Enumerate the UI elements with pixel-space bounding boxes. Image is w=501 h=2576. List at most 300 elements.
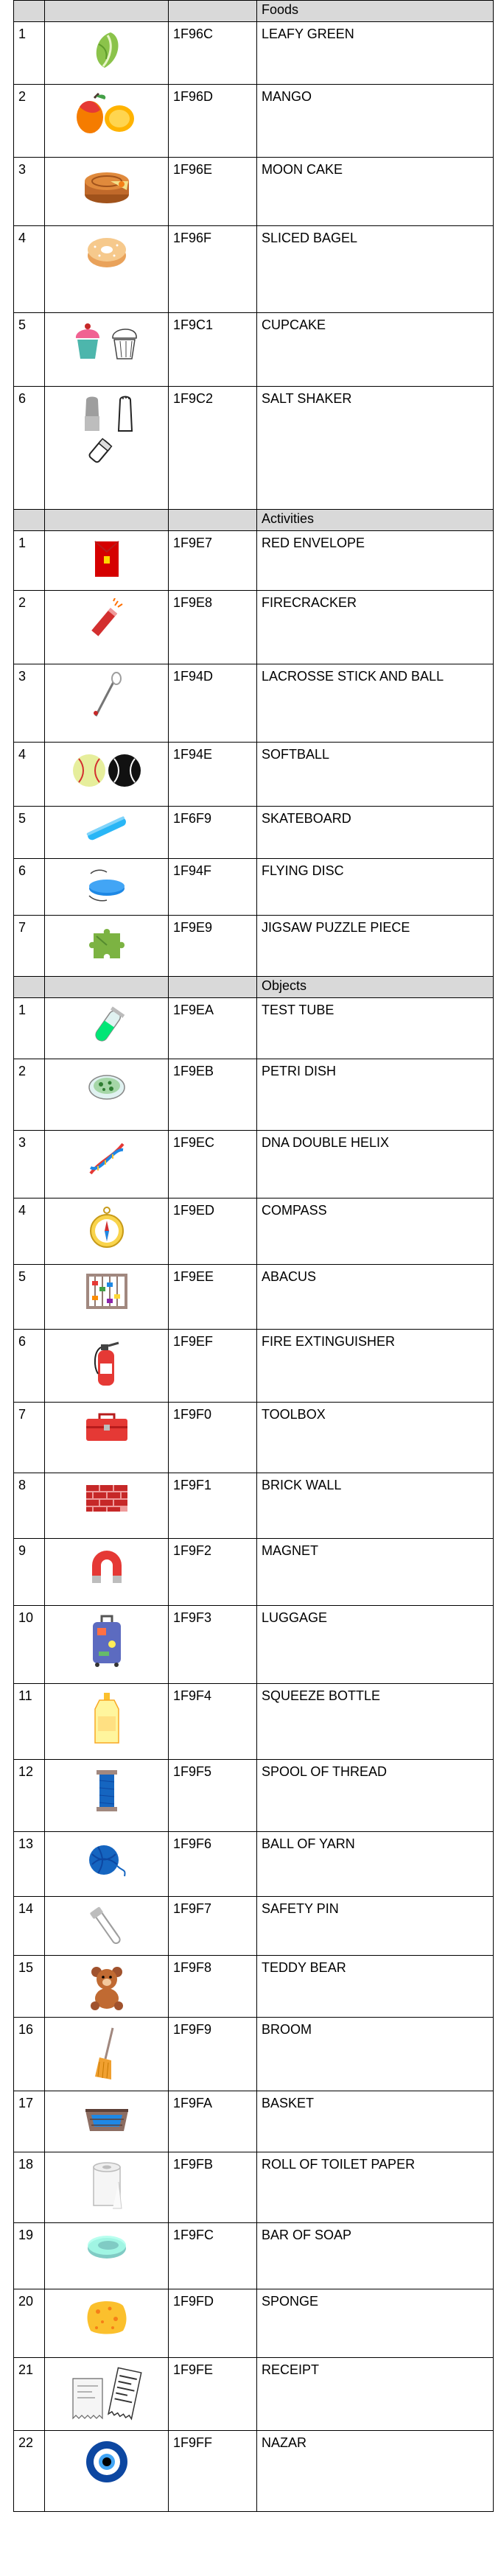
row-number-cell	[14, 1956, 45, 2018]
code-point-cell	[169, 226, 257, 313]
code-point-cell	[169, 1684, 257, 1760]
emoji-name-cell	[257, 1059, 494, 1131]
abacus-icon	[45, 1272, 168, 1310]
row-number-cell	[14, 1684, 45, 1760]
icon-cell	[45, 2091, 169, 2152]
emoji-name-cell	[257, 591, 494, 664]
table-row	[14, 591, 494, 664]
section-title-text: Objects	[262, 978, 307, 993]
icon-cell	[45, 1330, 169, 1403]
emoji-name-cell-text: LEAFY GREEN	[262, 27, 354, 41]
section-header-blank-cell	[45, 510, 169, 531]
lacrosse-icon	[45, 672, 168, 719]
emoji-name-cell	[257, 859, 494, 916]
table-row	[14, 2152, 494, 2223]
table-row	[14, 1131, 494, 1198]
table-row	[14, 998, 494, 1059]
code-point-cell	[169, 158, 257, 226]
emoji-name-cell	[257, 807, 494, 859]
emoji-name-cell-text: FIRECRACKER	[262, 595, 357, 610]
icon-cell	[45, 2431, 169, 2512]
emoji-name-cell-text: BAR OF SOAP	[262, 2228, 352, 2242]
emoji-name-cell-text: LUGGAGE	[262, 1610, 328, 1625]
row-number-cell	[14, 1760, 45, 1832]
table-row	[14, 2431, 494, 2512]
code-point-cell-text: 1F9F1	[173, 1478, 212, 1492]
icon-cell	[45, 226, 169, 313]
emoji-name-cell-text: FIRE EXTINGUISHER	[262, 1334, 396, 1349]
emoji-table	[13, 0, 494, 2512]
icon-cell	[45, 743, 169, 807]
section-header-blank-cell	[45, 977, 169, 998]
row-number-cell	[14, 998, 45, 1059]
code-point-cell-text: 1F9FB	[173, 2157, 214, 2172]
section-title-text: Activities	[262, 511, 315, 526]
row-number-cell-text: 13	[18, 1836, 34, 1851]
row-number-cell-text: 4	[18, 1203, 27, 1218]
code-point-cell	[169, 807, 257, 859]
icon-cell	[45, 1059, 169, 1131]
section-header-row	[14, 1, 494, 22]
table-row	[14, 916, 494, 977]
emoji-name-cell-text: BASKET	[262, 2096, 315, 2110]
code-point-cell	[169, 2018, 257, 2091]
emoji-name-cell	[257, 2431, 494, 2512]
code-point-cell	[169, 1059, 257, 1131]
emoji-name-cell	[257, 998, 494, 1059]
softball-icon	[45, 750, 168, 791]
emoji-name-cell-text: ROLL OF TOILET PAPER	[262, 2157, 416, 2172]
table-row	[14, 1897, 494, 1956]
emoji-name-cell	[257, 1760, 494, 1832]
code-point-cell	[169, 1539, 257, 1606]
icon-cell	[45, 22, 169, 85]
emoji-name-cell	[257, 2152, 494, 2223]
code-point-cell-text: 1F94E	[173, 747, 213, 762]
code-point-cell-text: 1F9FF	[173, 2435, 213, 2450]
code-point-cell	[169, 2091, 257, 2152]
code-point-cell-text: 1F9F9	[173, 2022, 212, 2037]
emoji-name-cell-text: SPOOL OF THREAD	[262, 1764, 388, 1779]
row-number-cell-text: 22	[18, 2435, 34, 2450]
row-number-cell	[14, 1330, 45, 1403]
table-row	[14, 85, 494, 158]
row-number-cell	[14, 2152, 45, 2223]
icon-cell	[45, 916, 169, 977]
emoji-name-cell	[257, 226, 494, 313]
row-number-cell-text: 6	[18, 863, 27, 878]
table-row	[14, 22, 494, 85]
section-title	[257, 510, 494, 531]
row-number-cell-text: 5	[18, 811, 27, 826]
icon-cell	[45, 1473, 169, 1539]
code-point-cell	[169, 1956, 257, 2018]
icon-cell	[45, 1539, 169, 1606]
code-point-cell-text: 1F9F8	[173, 1960, 212, 1975]
table-row	[14, 743, 494, 807]
spool-icon	[45, 1767, 168, 1814]
basket-icon	[45, 2099, 168, 2135]
table-row	[14, 1473, 494, 1539]
icon-cell	[45, 1403, 169, 1473]
emoji-table-body	[14, 1, 494, 2512]
row-number-cell	[14, 2358, 45, 2431]
code-point-cell-text: 1F9C2	[173, 391, 214, 406]
salt-shaker-icon	[45, 394, 168, 468]
safety-pin-icon	[45, 1904, 168, 1948]
row-number-cell	[14, 1403, 45, 1473]
emoji-name-cell	[257, 1539, 494, 1606]
icon-cell	[45, 859, 169, 916]
code-point-cell-text: 1F9EA	[173, 1003, 214, 1017]
icon-cell	[45, 664, 169, 743]
row-number-cell-text: 1	[18, 536, 27, 550]
emoji-name-cell-text: DNA DOUBLE HELIX	[262, 1135, 390, 1150]
code-point-cell-text: 1F9F2	[173, 1543, 212, 1558]
emoji-name-cell-text: RECEIPT	[262, 2362, 320, 2377]
cupcake-icon	[45, 320, 168, 365]
code-point-cell-text: 1F9F6	[173, 1836, 212, 1851]
emoji-name-cell-text: JIGSAW PUZZLE PIECE	[262, 920, 410, 935]
code-point-cell-text: 1F9F7	[173, 1901, 212, 1916]
emoji-name-cell	[257, 22, 494, 85]
icon-cell	[45, 1606, 169, 1684]
row-number-cell	[14, 2091, 45, 2152]
code-point-cell	[169, 387, 257, 510]
icon-cell	[45, 1956, 169, 2018]
row-number-cell-text: 21	[18, 2362, 34, 2377]
emoji-name-cell-text: RED ENVELOPE	[262, 536, 365, 550]
emoji-name-cell-text: LACROSSE STICK AND BALL	[262, 669, 444, 684]
table-row	[14, 2223, 494, 2289]
emoji-name-cell-text: BROOM	[262, 2022, 312, 2037]
row-number-cell	[14, 22, 45, 85]
emoji-name-cell	[257, 1403, 494, 1473]
emoji-name-cell-text: SKATEBOARD	[262, 811, 351, 826]
icon-cell	[45, 387, 169, 510]
code-point-cell-text: 1F96C	[173, 27, 214, 41]
row-number-cell	[14, 916, 45, 977]
row-number-cell	[14, 743, 45, 807]
icon-cell	[45, 313, 169, 387]
emoji-name-cell-text: SALT SHAKER	[262, 391, 352, 406]
code-point-cell	[169, 1832, 257, 1897]
row-number-cell-text: 6	[18, 1334, 27, 1349]
code-point-cell-text: 1F9EB	[173, 1064, 214, 1078]
table-row	[14, 807, 494, 859]
emoji-name-cell-text: SPONGE	[262, 2294, 319, 2309]
luggage-icon	[45, 1613, 168, 1669]
row-number-cell-text: 8	[18, 1478, 27, 1492]
section-header-blank-cell	[45, 1, 169, 22]
code-point-cell-text: 1F9EC	[173, 1135, 215, 1150]
code-point-cell-text: 1F9FA	[173, 2096, 213, 2110]
code-point-cell	[169, 1330, 257, 1403]
table-row	[14, 2358, 494, 2431]
emoji-name-cell-text: MAGNET	[262, 1543, 319, 1558]
row-number-cell-text: 5	[18, 1269, 27, 1284]
code-point-cell-text: 1F9FD	[173, 2294, 214, 2309]
row-number-cell-text: 18	[18, 2157, 34, 2172]
row-number-cell	[14, 591, 45, 664]
row-number-cell-text: 2	[18, 1064, 27, 1078]
row-number-cell-text: 5	[18, 317, 27, 332]
row-number-cell-text: 9	[18, 1543, 27, 1558]
code-point-cell	[169, 1473, 257, 1539]
leafy-green-icon	[45, 29, 168, 71]
row-number-cell-text: 11	[18, 1688, 32, 1703]
icon-cell	[45, 1832, 169, 1897]
emoji-name-cell-text: ABACUS	[262, 1269, 317, 1284]
emoji-name-cell-text: TEST TUBE	[262, 1003, 334, 1017]
emoji-name-cell	[257, 2223, 494, 2289]
row-number-cell-text: 2	[18, 89, 27, 104]
sponge-icon	[45, 2297, 168, 2338]
emoji-name-cell	[257, 1684, 494, 1760]
receipt-icon	[45, 2365, 168, 2423]
code-point-cell-text: 1F96D	[173, 89, 214, 104]
emoji-name-cell-text: TEDDY BEAR	[262, 1960, 346, 1975]
row-number-cell-text: 2	[18, 595, 27, 610]
soap-icon	[45, 2231, 168, 2263]
emoji-name-cell	[257, 1832, 494, 1897]
emoji-name-cell	[257, 531, 494, 591]
row-number-cell	[14, 85, 45, 158]
code-point-cell-text: 1F9FE	[173, 2362, 214, 2377]
table-row	[14, 226, 494, 313]
emoji-name-cell	[257, 664, 494, 743]
table-row	[14, 1198, 494, 1265]
emoji-name-cell-text: SAFETY PIN	[262, 1901, 339, 1916]
row-number-cell	[14, 1473, 45, 1539]
row-number-cell-text: 7	[18, 920, 27, 935]
icon-cell	[45, 591, 169, 664]
section-header-row	[14, 510, 494, 531]
emoji-name-cell	[257, 2018, 494, 2091]
row-number-cell-text: 7	[18, 1407, 27, 1422]
table-row	[14, 1539, 494, 1606]
row-number-cell	[14, 1606, 45, 1684]
icon-cell	[45, 2289, 169, 2358]
icon-cell	[45, 2223, 169, 2289]
code-point-cell	[169, 743, 257, 807]
row-number-cell	[14, 2223, 45, 2289]
sliced-bagel-icon	[45, 234, 168, 270]
table-row	[14, 531, 494, 591]
row-number-cell-text: 3	[18, 669, 27, 684]
code-point-cell-text: 1F9EF	[173, 1334, 214, 1349]
icon-cell	[45, 531, 169, 591]
row-number-cell	[14, 531, 45, 591]
emoji-name-cell	[257, 916, 494, 977]
emoji-name-cell-text: MOON CAKE	[262, 162, 343, 177]
icon-cell	[45, 1760, 169, 1832]
icon-cell	[45, 807, 169, 859]
petri-dish-icon	[45, 1067, 168, 1103]
section-header-blank-cell	[169, 1, 257, 22]
skateboard-icon	[45, 814, 168, 843]
row-number-cell-text: 3	[18, 1135, 27, 1150]
emoji-name-cell	[257, 313, 494, 387]
table-row	[14, 2018, 494, 2091]
table-row	[14, 2289, 494, 2358]
code-point-cell	[169, 916, 257, 977]
row-number-cell	[14, 807, 45, 859]
section-title-text: Foods	[262, 2, 299, 17]
magnet-icon	[45, 1546, 168, 1590]
emoji-name-cell	[257, 1606, 494, 1684]
code-point-cell	[169, 1760, 257, 1832]
code-point-cell	[169, 591, 257, 664]
row-number-cell	[14, 1832, 45, 1897]
row-number-cell-text: 3	[18, 162, 27, 177]
code-point-cell	[169, 2358, 257, 2431]
table-row	[14, 1265, 494, 1330]
row-number-cell	[14, 859, 45, 916]
section-header-blank-cell	[14, 510, 45, 531]
brick-wall-icon	[45, 1481, 168, 1516]
moon-cake-icon	[45, 165, 168, 206]
code-point-cell-text: 1F9E8	[173, 595, 213, 610]
icon-cell	[45, 1684, 169, 1760]
row-number-cell-text: 4	[18, 747, 27, 762]
emoji-name-cell-text: CUPCAKE	[262, 317, 326, 332]
table-row	[14, 2091, 494, 2152]
table-row	[14, 313, 494, 387]
red-envelope-icon	[45, 538, 168, 580]
nazar-icon	[45, 2438, 168, 2485]
row-number-cell-text: 1	[18, 1003, 27, 1017]
code-point-cell-text: 1F6F9	[173, 811, 212, 826]
row-number-cell	[14, 2018, 45, 2091]
section-header-blank-cell	[14, 977, 45, 998]
code-point-cell-text: 1F9F4	[173, 1688, 212, 1703]
emoji-name-cell-text: NAZAR	[262, 2435, 307, 2450]
section-header-blank-cell	[169, 977, 257, 998]
emoji-name-cell-text: MANGO	[262, 89, 312, 104]
code-point-cell	[169, 22, 257, 85]
code-point-cell	[169, 531, 257, 591]
emoji-name-cell-text: COMPASS	[262, 1203, 327, 1218]
code-point-cell	[169, 1403, 257, 1473]
dna-icon	[45, 1138, 168, 1179]
section-header-blank-cell	[14, 1, 45, 22]
puzzle-piece-icon	[45, 923, 168, 964]
table-row	[14, 1330, 494, 1403]
section-title	[257, 1, 494, 22]
code-point-cell-text: 1F9F5	[173, 1764, 212, 1779]
code-point-cell	[169, 859, 257, 916]
icon-cell	[45, 998, 169, 1059]
row-number-cell-text: 14	[18, 1901, 34, 1916]
code-point-cell	[169, 1198, 257, 1265]
emoji-name-cell	[257, 1131, 494, 1198]
emoji-name-cell-text: PETRI DISH	[262, 1064, 337, 1078]
emoji-name-cell-text: FLYING DISC	[262, 863, 344, 878]
code-point-cell-text: 1F96F	[173, 231, 212, 245]
code-point-cell	[169, 2152, 257, 2223]
table-row	[14, 1403, 494, 1473]
row-number-cell-text: 15	[18, 1960, 34, 1975]
icon-cell	[45, 2358, 169, 2431]
emoji-name-cell	[257, 1956, 494, 2018]
table-row	[14, 1059, 494, 1131]
squeeze-bottle-icon	[45, 1691, 168, 1747]
icon-cell	[45, 1897, 169, 1956]
table-row	[14, 1956, 494, 2018]
row-number-cell-text: 4	[18, 231, 27, 245]
code-point-cell	[169, 2223, 257, 2289]
emoji-name-cell	[257, 387, 494, 510]
row-number-cell	[14, 1131, 45, 1198]
icon-cell	[45, 2018, 169, 2091]
row-number-cell-text: 1	[18, 27, 27, 41]
yarn-icon	[45, 1839, 168, 1881]
row-number-cell	[14, 1539, 45, 1606]
compass-icon	[45, 1206, 168, 1250]
table-row	[14, 1684, 494, 1760]
table-row	[14, 1606, 494, 1684]
row-number-cell-text: 10	[18, 1610, 34, 1625]
emoji-name-cell	[257, 2091, 494, 2152]
emoji-name-cell	[257, 158, 494, 226]
emoji-name-cell	[257, 1897, 494, 1956]
emoji-name-cell-text: BRICK WALL	[262, 1478, 342, 1492]
emoji-name-cell	[257, 85, 494, 158]
row-number-cell-text: 12	[18, 1764, 34, 1779]
code-point-cell-text: 1F9E9	[173, 920, 213, 935]
table-row	[14, 387, 494, 510]
table-row	[14, 1760, 494, 1832]
emoji-name-cell	[257, 2289, 494, 2358]
code-point-cell	[169, 85, 257, 158]
emoji-name-cell	[257, 2358, 494, 2431]
emoji-name-cell	[257, 743, 494, 807]
row-number-cell	[14, 226, 45, 313]
row-number-cell	[14, 158, 45, 226]
code-point-cell-text: 1F9F3	[173, 1610, 212, 1625]
row-number-cell-text: 6	[18, 391, 27, 406]
row-number-cell-text: 19	[18, 2228, 34, 2242]
mango-icon	[45, 92, 168, 136]
row-number-cell	[14, 2431, 45, 2512]
code-point-cell-text: 1F9C1	[173, 317, 214, 332]
row-number-cell	[14, 313, 45, 387]
flying-disc-icon	[45, 866, 168, 906]
firecracker-icon	[45, 598, 168, 642]
row-number-cell	[14, 1059, 45, 1131]
row-number-cell	[14, 664, 45, 743]
row-number-cell	[14, 387, 45, 510]
code-point-cell	[169, 1897, 257, 1956]
toolbox-icon	[45, 1410, 168, 1445]
test-tube-icon	[45, 1006, 168, 1050]
emoji-name-cell	[257, 1265, 494, 1330]
row-number-cell-text: 20	[18, 2294, 34, 2309]
code-point-cell	[169, 313, 257, 387]
emoji-name-cell-text: SQUEEZE BOTTLE	[262, 1688, 381, 1703]
table-row	[14, 1832, 494, 1897]
code-point-cell	[169, 1265, 257, 1330]
code-point-cell-text: 1F94D	[173, 669, 214, 684]
emoji-name-cell-text: TOOLBOX	[262, 1407, 326, 1422]
emoji-name-cell-text: BALL OF YARN	[262, 1836, 355, 1851]
toilet-paper-icon	[45, 2160, 168, 2211]
section-header-row	[14, 977, 494, 998]
code-point-cell	[169, 2289, 257, 2358]
icon-cell	[45, 158, 169, 226]
code-point-cell	[169, 2431, 257, 2512]
